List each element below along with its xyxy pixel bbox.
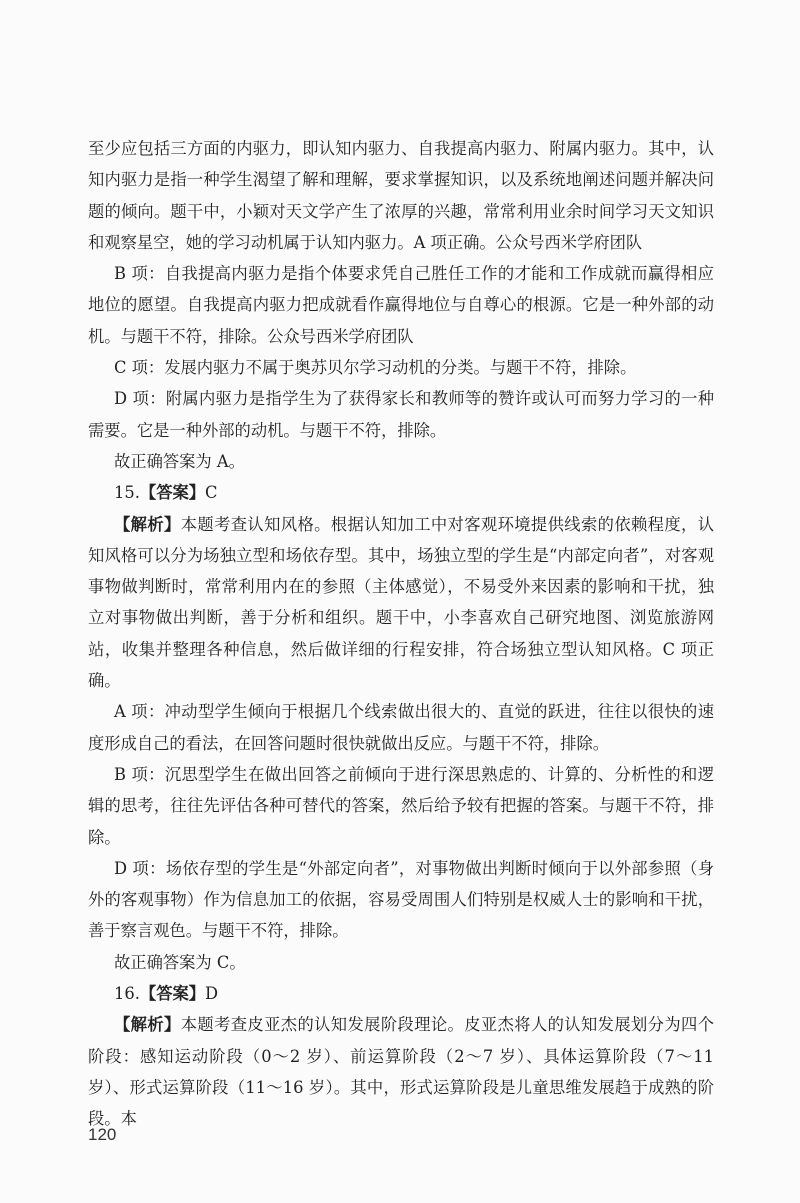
question-number: 15.: [114, 483, 140, 503]
analysis-paragraph: [88, 1009, 714, 1134]
page-content: [88, 133, 714, 1135]
paragraph: 故正确答案为 A。: [114, 451, 245, 471]
analysis-paragraph: [88, 509, 714, 697]
answer-line-16: [88, 978, 714, 1009]
paragraph: A 项：冲动型学生倾向于根据几个线索做出很大的、直觉的跃进，往往以很快的速度形成自己的看法，在回答问题时很快就做出反应。与题干不符，排除。: [88, 702, 714, 753]
paragraph: B 项：自我提高内驱力是指个体要求凭自己胜任工作的才能和工作成就而赢得相应地位的愿望。自我提高内驱力把成就看作赢得地位与自尊心的根源。它是一种外部的动机。与题干不符，排除。公众号西米学府团队: [88, 264, 714, 346]
answer-tag: 【答案】: [139, 984, 206, 1004]
question-number: 16.: [114, 984, 140, 1004]
analysis-tag: 【解析】: [114, 514, 181, 534]
answer-value: C: [205, 483, 218, 503]
analysis-tag: 【解析】: [114, 1015, 181, 1035]
paragraph: D 项：附属内驱力是指学生为了获得家长和教师等的赞许或认可而努力学习的一种需要。它是一种外部的动机。与题干不符，排除。: [88, 389, 714, 440]
paragraph: D 项：场依存型的学生是“外部定向者”，对事物做出判断时倾向于以外部参照（身外的客观事物）作为信息加工的依据，容易受周围人们特别是权威人士的影响和干扰，善于察言观色。与题干不符，排除。: [88, 858, 714, 941]
paragraph: 故正确答案为 C。: [114, 952, 246, 972]
answer-line-15: [88, 477, 714, 508]
paragraph: 至少应包括三方面的内驱力，即认知内驱力、自我提高内驱力、附属内驱力。其中，认知内驱力是指一种学生渴望了解和理解，要求掌握知识，以及系统地阐述问题并解决问题的倾向。题干中，小颖对天文学产生了浓厚的兴趣，常常利用业余时间学习天文知识和观察星空，她的学习动机属于认知内驱力。A 项正确。公众号西米学府团队: [88, 139, 714, 252]
analysis-text: 本题考查皮亚杰的认知发展阶段理论。皮亚杰将人的认知发展划分为四个阶段：感知运动阶段（0～2 岁）、前运算阶段（2～7 岁）、具体运算阶段（7～11 岁）、形式运算阶段（11～16 岁）。其中，形式运算阶段是儿童思维发展趋于成熟的阶段。本: [88, 1015, 714, 1129]
paragraph: B 项：沉思型学生在做出回答之前倾向于进行深思熟虑的、计算的、分析性的和逻辑的思考，往往先评估各种可替代的答案，然后给予较有把握的答案。与题干不符，排除。: [88, 764, 714, 847]
page-number: 120: [88, 1125, 117, 1144]
answer-tag: 【答案】: [139, 483, 206, 503]
analysis-text: 本题考查认知风格。根据认知加工中对客观环境提供线索的依赖程度，认知风格可以分为场独立型和场依存型。其中，场独立型的学生是“内部定向者”，对客观事物做判断时，常常利用内在的参照（主体感觉），不易受外来因素的影响和干扰，独立对事物做出判断，善于分析和组织。题干中，小李喜欢自己研究地图、浏览旅游网站，收集并整理各种信息，然后做详细的行程安排，符合场独立型认知风格。C 项正确。: [88, 514, 714, 691]
paragraph: C 项：发展内驱力不属于奥苏贝尔学习动机的分类。与题干不符，排除。: [114, 358, 637, 378]
answer-value: D: [205, 984, 219, 1004]
